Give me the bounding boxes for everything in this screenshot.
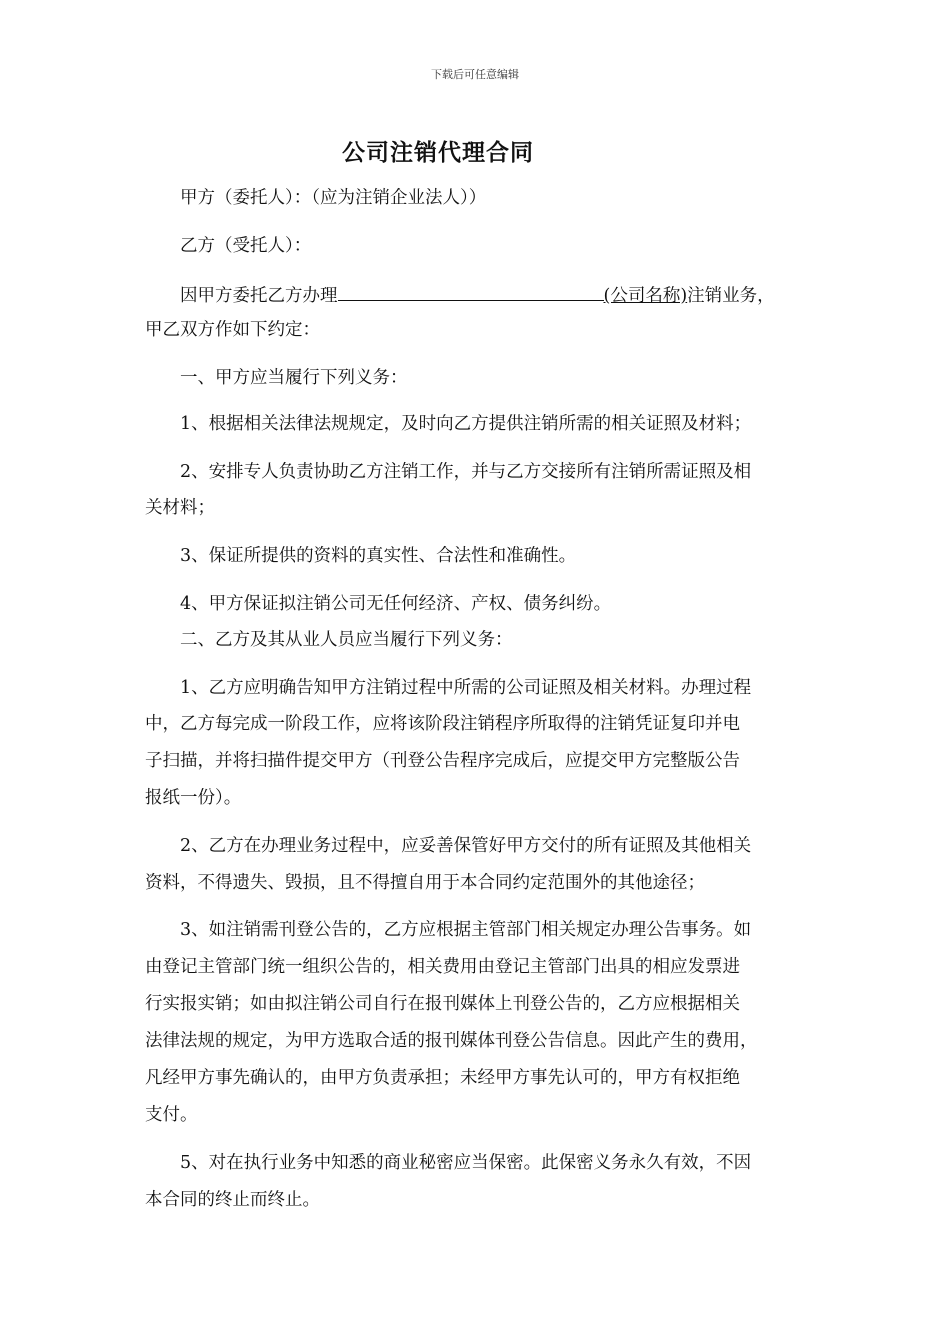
party-a-line: 甲方（委托人）：（应为注销企业法人）） (180, 188, 487, 208)
s2-item2-line1: 2、乙方在办理业务过程中，应妥善保管好甲方交付的所有证照及其他相关 (180, 836, 752, 856)
s2-item1-line3: 子扫描，并将扫描件提交甲方（刊登公告程序完成后，应提交甲方完整版公告 (145, 751, 740, 771)
s2-item5-line1: 5、对在执行业务中知悉的商业秘密应当保密。此保密义务永久有效，不因 (180, 1153, 752, 1173)
intro-suffix: 注销业务， (687, 286, 775, 306)
s2-item3-line3: 行实报实销；如由拟注销公司自行在报刊媒体上刊登公告的，乙方应根据相关 (145, 994, 740, 1014)
intro-line (180, 282, 775, 308)
s2-item3-line2: 由登记主管部门统一组织公告的，相关费用由登记主管部门出具的相应发票进 (145, 957, 740, 977)
s1-item2-line2: 关材料； (145, 498, 215, 518)
section1-title: 一、甲方应当履行下列义务： (180, 368, 408, 388)
s2-item1-line1: 1、乙方应明确告知甲方注销过程中所需的公司证照及相关材料。办理过程 (180, 678, 752, 698)
s2-item2-line2: 资料，不得遗失、毁损，且不得擅自用于本合同约定范围外的其他途径； (145, 873, 705, 893)
document-title: 公司注销代理合同 (342, 139, 534, 166)
s1-item1: 1、根据相关法律法规规定，及时向乙方提供注销所需的相关证照及材料； (180, 414, 752, 434)
s2-item5-line2: 本合同的终止而终止。 (145, 1190, 320, 1210)
s2-item3-line6: 支付。 (145, 1105, 198, 1125)
s2-item3-line5: 凡经甲方事先确认的，由甲方负责承担；未经甲方事先认可的，甲方有权拒绝 (145, 1068, 740, 1088)
s2-item1-line2: 中，乙方每完成一阶段工作，应将该阶段注销程序所取得的注销凭证复印并电 (145, 714, 740, 734)
s1-item2-line1: 2、安排专人负责协助乙方注销工作，并与乙方交接所有注销所需证照及相 (180, 462, 752, 482)
intro-prefix: 因甲方委托乙方办理 (180, 286, 338, 306)
s2-item3-line1: 3、如注销需刊登公告的，乙方应根据主管部门相关规定办理公告事务。如 (180, 920, 752, 940)
company-name-blank (338, 282, 604, 301)
s1-item4: 4、甲方保证拟注销公司无任何经济、产权、债务纠纷。 (180, 594, 612, 614)
s1-item3: 3、保证所提供的资料的真实性、合法性和准确性。 (180, 546, 577, 566)
section2-title: 二、乙方及其从业人员应当履行下列义务： (180, 630, 513, 650)
s2-item3-line4: 法律法规的规定，为甲方选取合适的报刊媒体刊登公告信息。因此产生的费用， (145, 1031, 758, 1051)
company-name-label: (公司名称) (603, 286, 688, 306)
s2-item1-line4: 报纸一份）。 (145, 788, 242, 808)
header-note: 下载后可任意编辑 (431, 68, 519, 81)
party-b-line: 乙方（受托人）： (180, 236, 312, 256)
intro-line-2: 甲乙双方作如下约定： (145, 320, 320, 340)
